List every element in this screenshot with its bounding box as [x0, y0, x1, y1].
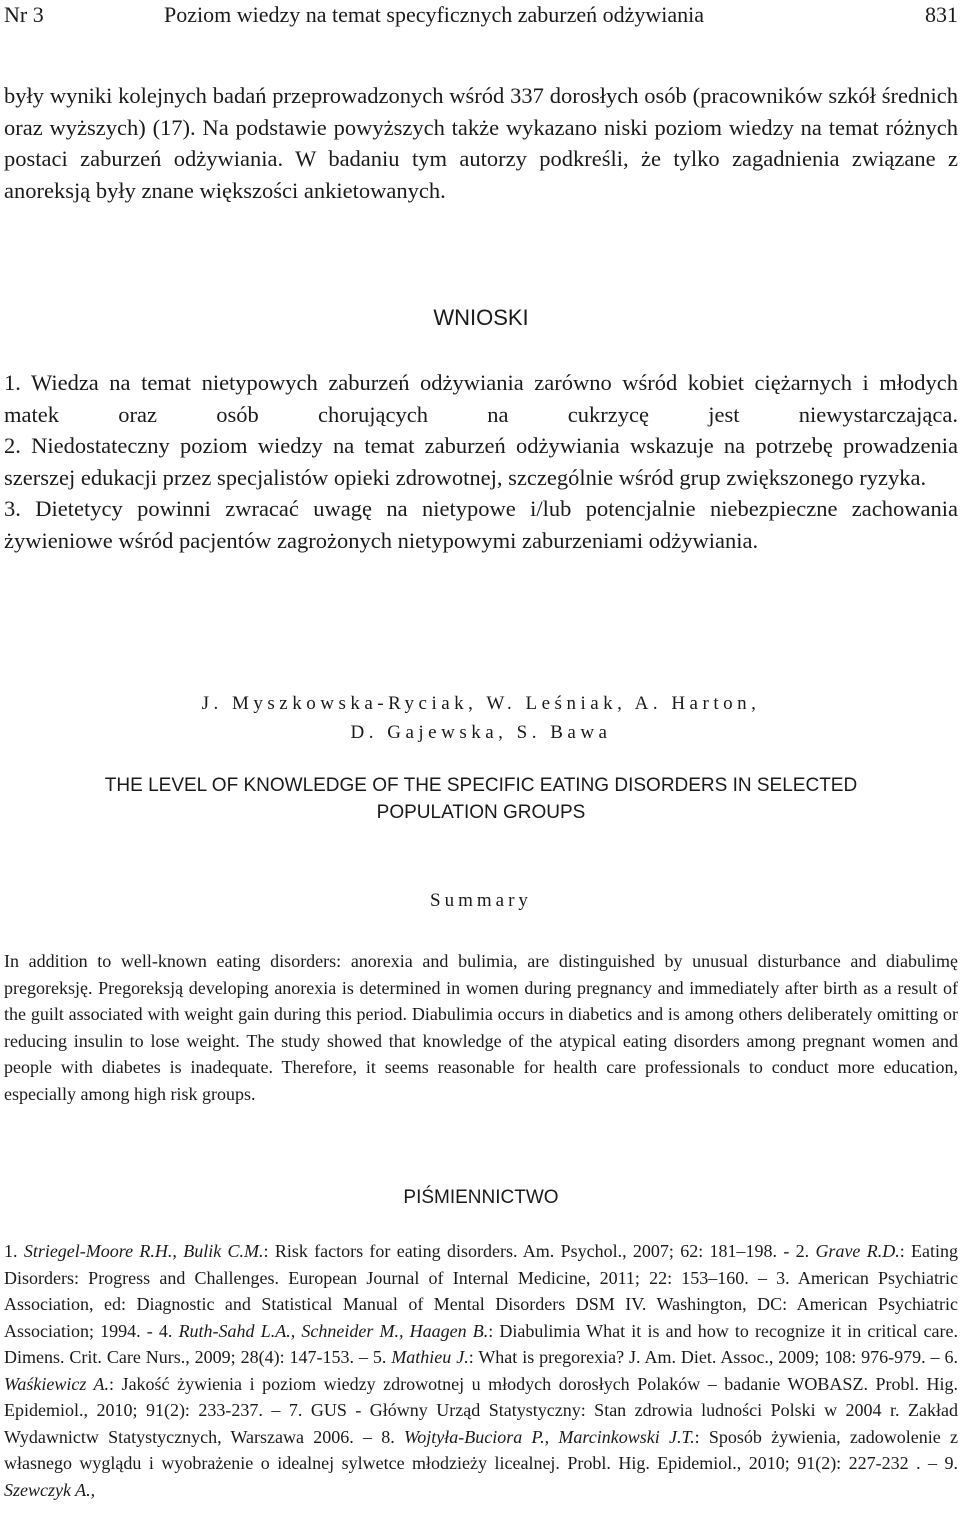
intro-paragraph: były wyniki kolejnych badań przeprowadzonych wśród 337 dorosłych osób (pracowników szkół średnich oraz wyższych) (17). Na podstawie powyższych także wykazano niski poziom wiedzy na temat różnych postaci zaburzeń odżywiania. W badaniu tym autorzy podkreśli, że tylko zagadnienia związane z anoreksją były znane większości ankietowanych.: [4, 83, 958, 203]
ref-6-authors: Waśkiewicz A.: [4, 1373, 110, 1394]
conclusion-item-1: 1. Wiedza na temat nietypowych zaburzeń odżywiania zarówno wśród kobiet ciężarnych i młodych matek oraz osób chorujących na cukrzycę jest niewystarczająca.: [4, 370, 958, 427]
conclusions-heading: WNIOSKI: [433, 305, 529, 330]
ref-4-text: : Diabulimia What it is and how to recognize it in critical care. Dimens. Crit. Care Nurs., 2009; 28(4): 147-153. – 5.: [4, 1320, 958, 1367]
ref-8-text: : Sposób żywienia, zadowolenie z własnego wyglądu i wyobrażenie o idealnej sylwetce młodzieży licealnej. Probl. Hig. Epidemiol., 2010; 91(2): 227-232 . – 9.: [4, 1426, 958, 1473]
ref-1-text: : Risk factors for eating disorders. Am. Psychol., 2007; 62: 181–198. - 2.: [263, 1241, 816, 1261]
summary-text: In addition to well-known eating disorders: anorexia and bulimia, are distinguished by unusual disturbance and diabulimę pregoreksję. Pregoreksją developing anorexia is determined in women during pregnancy and immediately after birth as a result of the guilt associated with weight gain during this period. Diabulimia occurs in diabetics and is among others deliberately omitting or reducing insulin to lose weight. The study showed that knowledge of the atypical eating disorders among pregnant women and people with diabetes is inadequate. Therefore, it seems reasonable for health care professionals to conduct more education, especially among high risk groups.: [4, 951, 958, 1104]
ref-2-authors: Grave R.D.: [815, 1241, 900, 1261]
ref-8-authors: Wojtyła-Buciora P., Marcinkowski J.T.: [403, 1426, 695, 1447]
conclusion-item-3: 3. Dietetycy powinni zwracać uwagę na nietypowe i/lub potencjalnie niebezpieczne zachowania żywieniowe wśród pacjentów zagrożonych nietypowymi zaburzeniami odżywiania.: [4, 496, 958, 553]
ref-4-authors: Ruth-Sahd L.A., Schneider M., Haagen B.: [178, 1320, 489, 1341]
authors-line-1: J. Myszkowska-Ryciak, W. Leśniak, A. Harton,: [201, 693, 761, 714]
conclusion-item-2: 2. Niedostateczny poziom wiedzy na temat zaburzeń odżywiania wskazuje na potrzebę prowadzenia szerszej edukacji przez specjalistów opieki zdrowotnej, szczególnie wśród grup zwiększonego ryzyka.: [4, 433, 958, 490]
references-list: [4, 1238, 958, 1503]
running-title: Poziom wiedzy na temat specyficznych zaburzeń odżywiania: [164, 2, 704, 27]
authors-line-2: D. Gajewska, S. Bawa: [350, 722, 612, 743]
summary-heading: Summary: [430, 890, 532, 911]
english-title-line-1: THE LEVEL OF KNOWLEDGE OF THE SPECIFIC EATING DISORDERS IN SELECTED: [104, 775, 858, 796]
journal-page: [4, 0, 959, 1500]
ref-2-3-text: : Eating Disorders: Progress and Challenges. European Journal of Internal Medicine, 2011; 22: 153–160. – 3. American Psychiatric Association, ed: Diagnostic and Statistical Manual of Mental Disorders DSM IV. Washington, DC: American Psychiatric Association; 1994. - 4.: [4, 1241, 959, 1341]
issue-number: Nr 3: [4, 2, 44, 27]
english-title: [4, 772, 958, 826]
conclusions-list: [4, 367, 958, 556]
author-list: [4, 689, 958, 747]
page-number: 831: [925, 2, 958, 27]
ref-9-authors: Szewczyk A.,: [4, 1479, 96, 1500]
english-title-line-2: POPULATION GROUPS: [376, 802, 586, 823]
references-heading: PIŚMIENNICTWO: [403, 1187, 559, 1208]
ref-1-number: 1.: [4, 1241, 24, 1261]
ref-1-authors: Striegel-Moore R.H., Bulik C.M.: [23, 1241, 264, 1261]
ref-6-7-text: : Jakość żywienia i poziom wiedzy zdrowotnej u młodych dorosłych Polaków – badanie WOBASZ. Probl. Hig. Epidemiol., 2010; 91(2): 233-237. – 7. GUS - Główny Urząd Statystyczny: Stan zdrowia ludności Polski w 2004 r. Zakład Wydawnictw Statystycznych, Warszawa 2006. – 8.: [4, 1373, 959, 1447]
ref-5-authors: Mathieu J.: [391, 1347, 469, 1367]
running-header: [4, 0, 958, 34]
ref-5-text: : What is pregorexia? J. Am. Diet. Assoc., 2009; 108: 976-979. – 6.: [468, 1347, 958, 1367]
